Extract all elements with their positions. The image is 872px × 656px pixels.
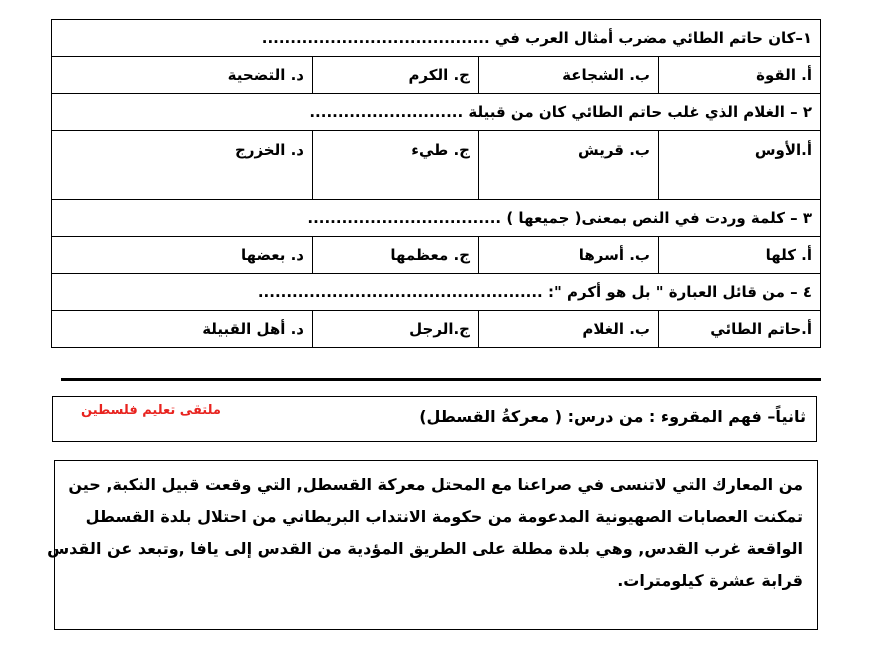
option-d: د. التضحية xyxy=(52,57,313,94)
question-row xyxy=(52,200,821,237)
question-row xyxy=(52,274,821,311)
passage-text xyxy=(47,469,803,597)
section-title: ثانياً– فهم المقروء : من درس: ( معركةُ القسطل) xyxy=(419,407,806,426)
passage-line: قرابة عشرة كيلومترات. xyxy=(617,571,803,590)
options-row xyxy=(52,131,821,200)
questions-table xyxy=(51,19,821,348)
option-a: أ.حاتم الطائي xyxy=(659,311,821,348)
option-b: ب. أسرها xyxy=(479,237,659,274)
question-3-text: ٣ – كلمة وردت في النص بمعنى( جميعها ) .................................. xyxy=(52,200,821,237)
passage-line: تمكنت العصابات الصهيونية المدعومة من حكومة الانتداب البريطاني من احتلال بلدة القسطل xyxy=(85,507,803,526)
option-a: أ. كلها xyxy=(659,237,821,274)
brand-label: ملتقى تعليم فلسطين xyxy=(81,403,221,418)
option-d: د. الخزرج xyxy=(52,131,313,200)
section-divider xyxy=(61,378,821,381)
question-row xyxy=(52,20,821,57)
question-row xyxy=(52,94,821,131)
option-c: ج. معظمها xyxy=(313,237,479,274)
section-header xyxy=(52,396,817,442)
option-a: أ. القوة xyxy=(659,57,821,94)
option-a: أ.الأوس xyxy=(659,131,821,200)
options-row xyxy=(52,311,821,348)
passage-line: الواقعة غرب القدس, وهي بلدة مطلة على الطريق المؤدية من القدس إلى يافا ,وتبعد عن القدس xyxy=(47,539,803,558)
option-c: ج.الرجل xyxy=(313,311,479,348)
option-b: ب. الغلام xyxy=(479,311,659,348)
option-b: ب. الشجاعة xyxy=(479,57,659,94)
option-c: ج. الكرم xyxy=(313,57,479,94)
option-b: ب. قريش xyxy=(479,131,659,200)
options-row xyxy=(52,237,821,274)
question-1-text: ١–كان حاتم الطائي مضرب أمثال العرب في ........................................ xyxy=(52,20,821,57)
options-row xyxy=(52,57,821,94)
passage-line: من المعارك التي لاتنسى في صراعنا مع المحتل معركة القسطل, التي وقعت قبيل النكبة, حين xyxy=(68,475,803,494)
option-d: د. أهل القبيلة xyxy=(52,311,313,348)
option-c: ج. طيء xyxy=(313,131,479,200)
question-2-text: ٢ – الغلام الذي غلب حاتم الطائي كان من قبيلة ........................... xyxy=(52,94,821,131)
reading-passage xyxy=(47,460,818,630)
option-d: د. بعضها xyxy=(52,237,313,274)
question-4-text: ٤ – من قائل العبارة " بل هو أكرم ": .................................................. xyxy=(52,274,821,311)
